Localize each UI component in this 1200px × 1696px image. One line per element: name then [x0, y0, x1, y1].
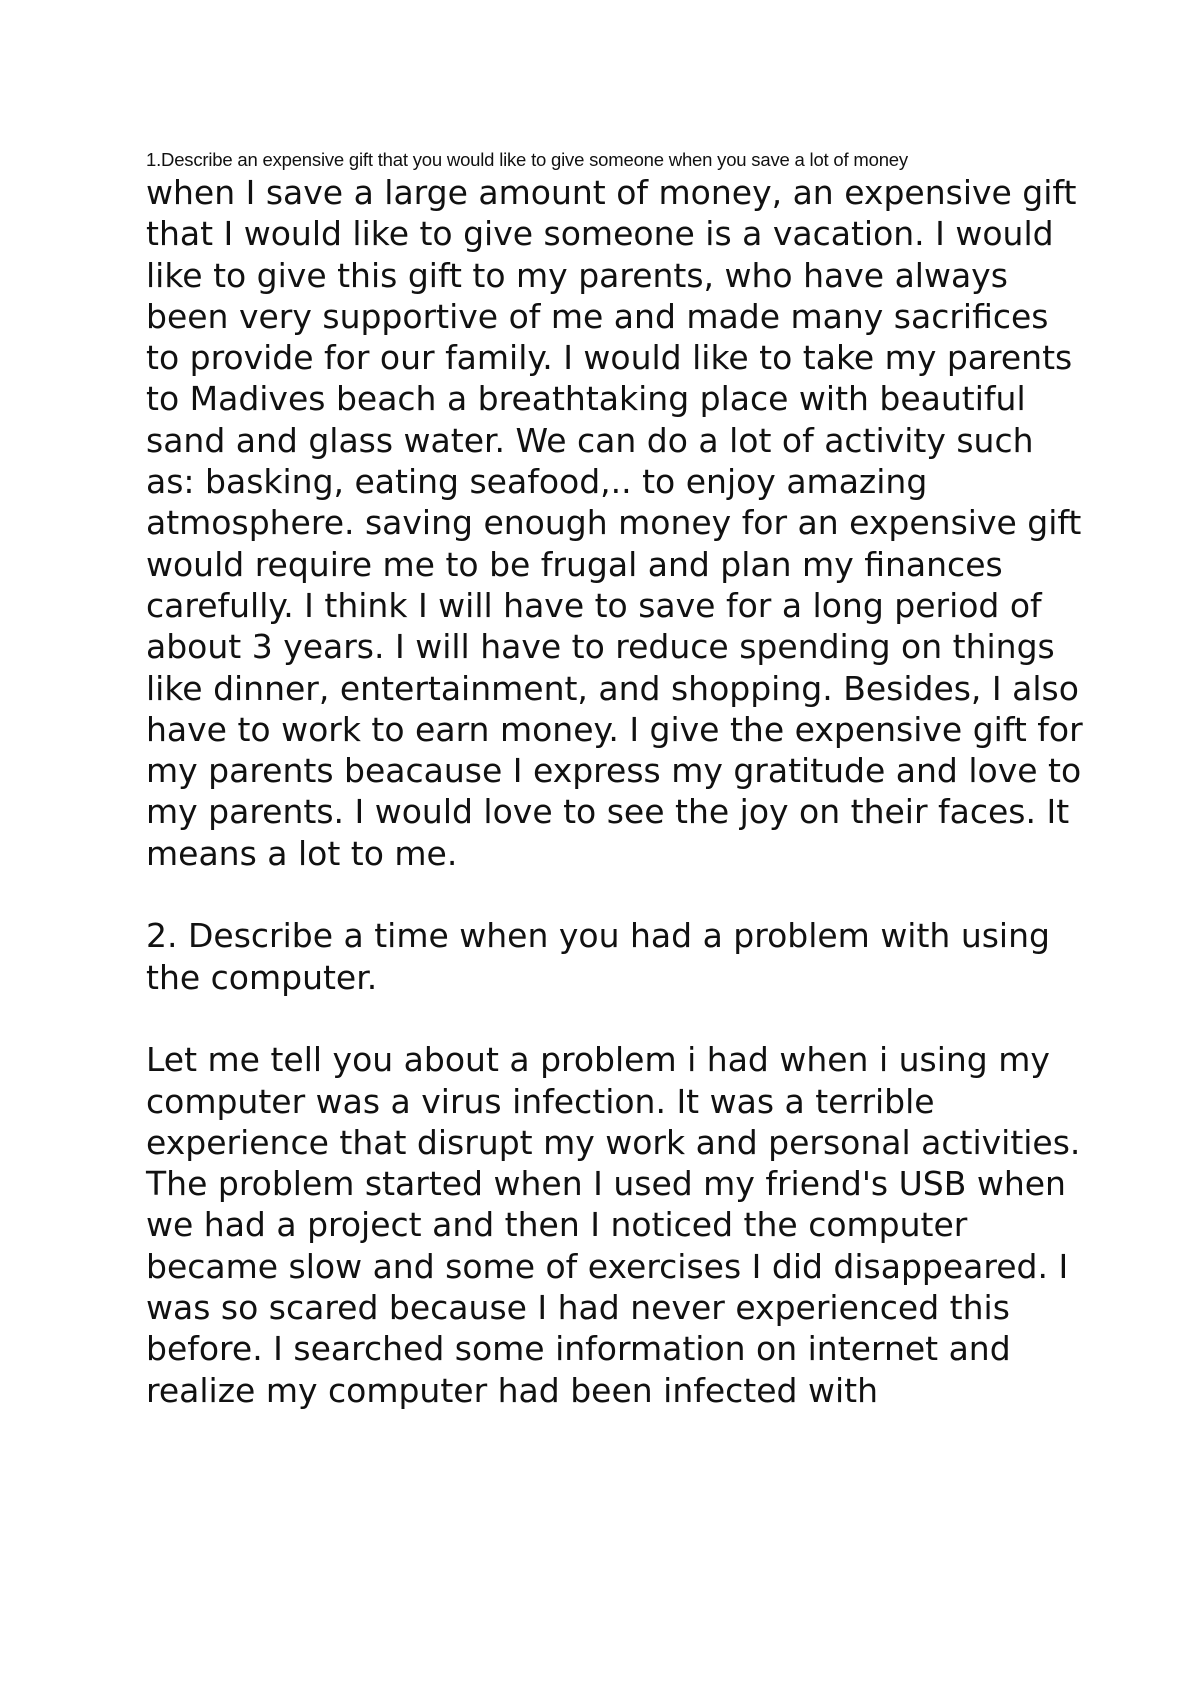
document-body	[146, 148, 1086, 1411]
answer-1: when I save a large amount of money, an expensive gift that I would like to give someone is a vacation. I would like to give this gift to my parents, who have always been very supportive of me and made many sacrifices to provide for our family. I would like to take my parents to Madives beach a breathtaking place with beautiful sand and glass water. We can do a lot of activity such as: basking, eating seafood,.. to enjoy amazing atmosphere. saving enough money for an expensive gift would require me to be frugal and plan my finances carefully. I think I will have to save for a long period of about 3 years. I will have to reduce spending on things like dinner, entertainment, and shopping. Besides, I also have to work to earn money. I give the expensive gift for my parents beacause I express my gratitude and love to my parents. I would love to see the joy on their faces. It means a lot to me.	[146, 173, 1083, 873]
question-1: 1.Describe an expensive gift that you would like to give someone when you save a lot of money	[146, 149, 908, 170]
paragraph-gap	[146, 998, 1086, 1039]
question-2: 2. Describe a time when you had a problem with using the computer.	[146, 916, 1050, 997]
answer-2: Let me tell you about a problem i had when i using my computer was a virus infection. It was a terrible experience that disrupt my work and personal activities. The problem started when I used my friend's USB when we had a project and then I noticed the computer became slow and some of exercises I did disappeared. I was so scared because I had never experienced this before. I searched some information on internet and realize my computer had been infected with	[146, 1040, 1081, 1410]
paragraph-gap	[146, 874, 1086, 915]
